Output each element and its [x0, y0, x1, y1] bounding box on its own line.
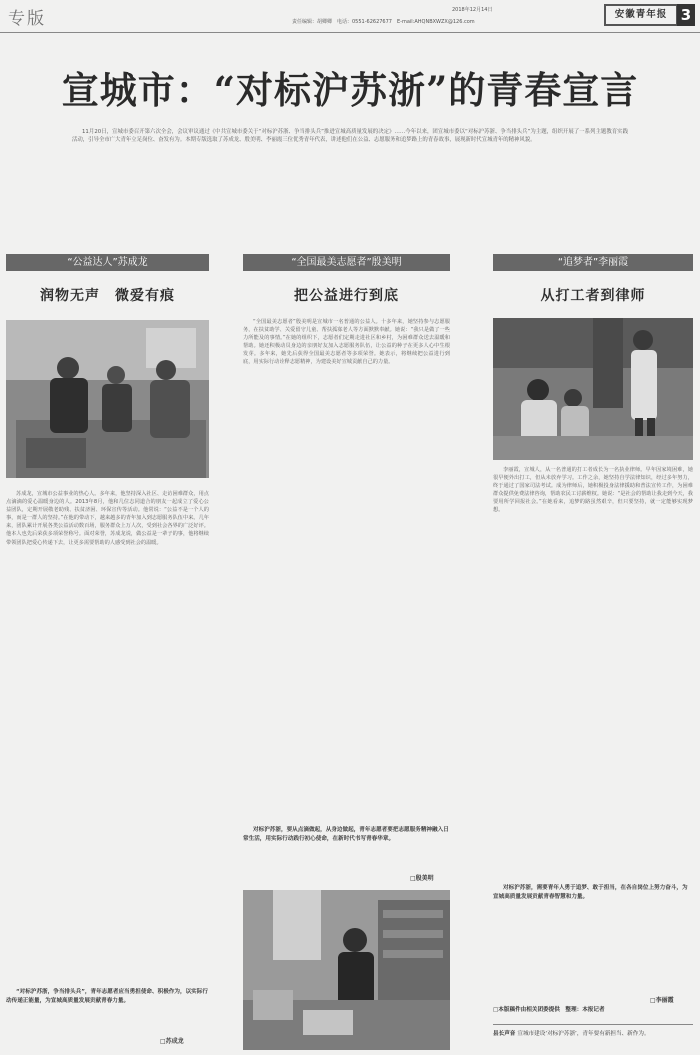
column-title-1: 润物无声 微爱有痕 — [40, 288, 175, 304]
column-title-2: 把公益进行到底 — [294, 288, 399, 304]
intro-paragraph: 11月20日，宣城市委召开第六次全会，会议审议通过《中共宣城市委关于“对标沪苏浙、争当排头兵”推进宣城高质量发展的决定》……今年以来，团宣城市委以“对标沪苏浙、争当排头兵”为主题，组织开展了一系列主题教育实践活动，引导全市广大青年立足岗位、奋发有为。本期专版选取了苏成龙、殷美明、李丽霞三位优秀青年代表，讲述他们在公益、志愿服务和追梦路上的青春故事，展现新时代宣城青年的精神风貌。 — [72, 129, 628, 144]
header-rule — [0, 32, 700, 33]
author-1: □苏成龙 — [160, 1038, 184, 1045]
column-banner-1: “公益达人”苏成龙 — [6, 254, 209, 271]
quote-3: 对标沪苏浙，需要青年人勇于追梦、敢于担当，在各自岗位上努力奋斗，为宣城高质量发展贡献青春智慧和力量。 — [493, 885, 688, 900]
column-banner-3: “追梦者”李丽霞 — [493, 254, 693, 271]
footer-note-label: 县长声音 — [493, 1031, 516, 1037]
column-title-3: 从打工者到律师 — [540, 288, 646, 304]
photo-1 — [6, 320, 209, 478]
column-banner-2: “全国最美志愿者”殷美明 — [243, 254, 450, 271]
headline: 宣城市：“对标沪苏浙”的青春宣言 — [61, 68, 639, 112]
article-body-1: 苏成龙，宣城市公益事业的热心人。多年来，他坚持深入社区、走访困难群众，用点点滴滴的爱心温暖身边的人。2013年8月，他和几位志同道合的朋友一起成立了爱心公益团队，定期开展敬老助残、扶贫济困、环保宣传等活动。他常说：“公益不是一个人的事，而是一群人的坚持。”在他的带动下，越来越多的青年加入到志愿服务队伍中来。几年来，团队累计开展各类公益活动数百场，服务群众上万人次，受到社会各界的广泛好评。他本人也先后荣获多项荣誉称号。面对荣誉，苏成龙说，做公益是一辈子的事，他将继续带领团队把爱心传递下去，让更多需要帮助的人感受到社会的温暖。 — [6, 491, 209, 546]
footer-note-text: 宣城市建设‘对标沪苏浙’，青年要有新担当、新作为。 — [517, 1031, 650, 1037]
footnote-rule — [493, 1024, 693, 1025]
issue-date: 2018年12月14日 — [452, 7, 493, 13]
article-body-3: 李丽霞，宣城人，从一名普通的打工者成长为一名执业律师。早年因家境困难，她很早便外出打工，但从未放弃学习。工作之余，她坚持自学法律知识，经过多年努力，终于通过了国家司法考试。成为律师后，她积极投身法律援助和普法宣传工作，为困难群众提供免费法律咨询，帮助农民工讨薪维权。她说：“是社会的帮助让我走到今天，我要用所学回报社会。”在她看来，追梦的路虽然艰辛，但只要坚持，就一定能够实现梦想。 — [493, 467, 693, 514]
photo-3 — [493, 318, 693, 460]
author-2: □殷美明 — [410, 875, 434, 882]
quote-1: “对标沪苏浙，争当排头兵”，青年志愿者应当勇担使命、积极作为，以实际行动传递正能量，为宣城高质量发展贡献青春力量。 — [6, 989, 208, 1004]
article-body-2: “全国最美志愿者”殷美明是宣城市一名普通的公益人。十多年来，她坚持参与志愿服务，在扶贫助学、关爱留守儿童、帮扶孤寡老人等方面默默奉献。她说：“我只是做了一些力所能及的事情。”在她的组织下，志愿者们定期走进社区和乡村，为困难群众送去温暖和帮助。她还积极动员身边的亲朋好友加入志愿服务队伍，让公益的种子在更多人心中生根发芽。多年来，她先后获得全国最美志愿者等多项荣誉。她表示，将继续把公益进行到底，用实际行动诠释志愿精神，为建设美好宣城贡献自己的力量。 — [243, 319, 450, 366]
article-column-2 — [243, 254, 450, 307]
newspaper-masthead: 安徽青年报 — [604, 4, 678, 26]
photo-2 — [243, 890, 450, 1050]
page-number: 3 — [677, 4, 695, 26]
footer-note — [493, 1030, 693, 1039]
section-label: 专版 — [8, 9, 46, 29]
article-column-1 — [6, 254, 209, 307]
author-3: □李丽霞 — [650, 997, 674, 1004]
credit-note: □本版稿件由相关团委提供 整理：本报记者 — [493, 1007, 605, 1013]
page-header — [0, 0, 700, 34]
editor-line: 责任编辑：胡卿卿 电话：0551-62627677 E-mail:AHQNBXWZX@126.com — [292, 19, 475, 25]
quote-2: 对标沪苏浙，要从点滴做起，从身边做起，青年志愿者要把志愿服务精神融入日常生活，用实际行动践行初心使命，在新时代书写青春华章。 — [243, 827, 449, 842]
article-column-3 — [493, 254, 693, 307]
